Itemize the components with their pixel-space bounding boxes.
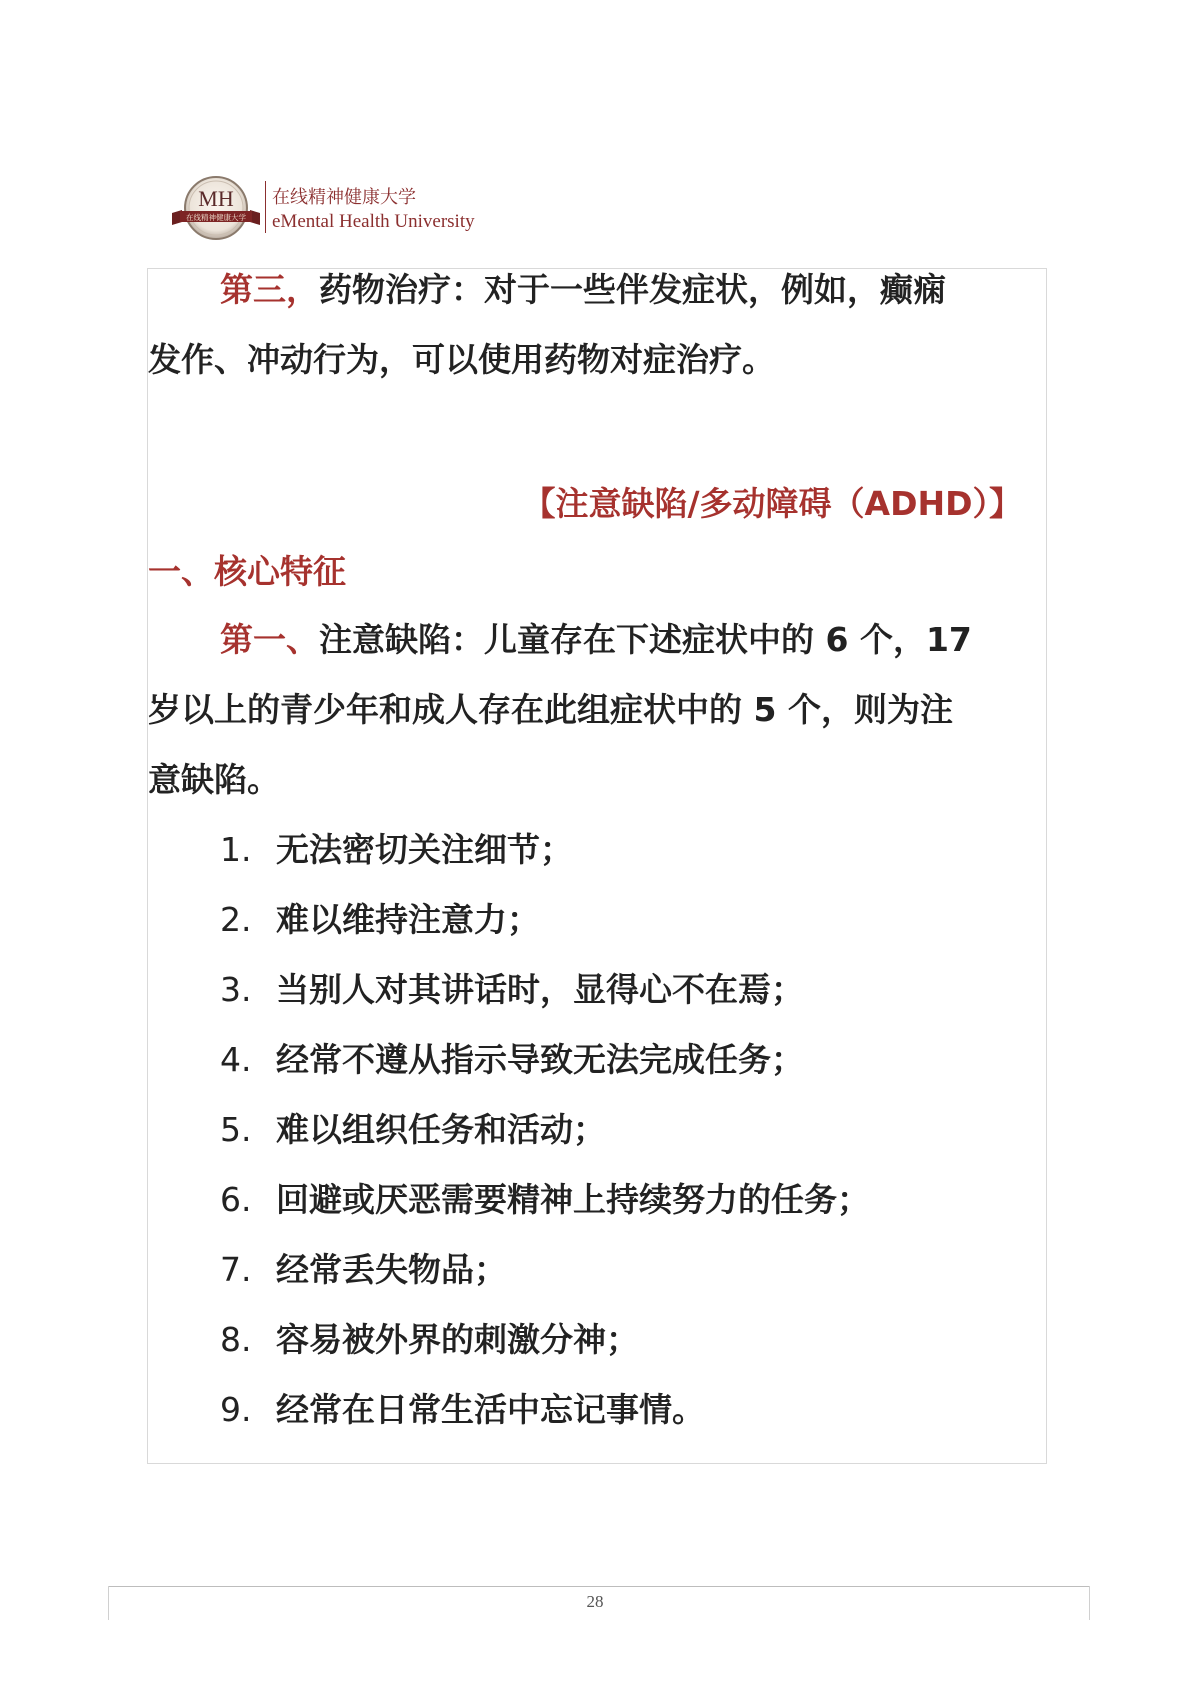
list-item-text: 经常不遵从指示导致无法完成任务； — [276, 1040, 804, 1079]
logo-banner-text: 在线精神健康大学 — [186, 213, 246, 222]
list-item-number: 6. — [220, 1180, 252, 1219]
list-item-text: 经常丢失物品； — [276, 1250, 507, 1289]
logo-text: MH — [198, 186, 234, 211]
core-features-heading: 一、核心特征 — [148, 552, 346, 591]
section-three-line-1 — [220, 268, 946, 312]
section-three-label: 第三， — [220, 270, 319, 309]
section-one-text-1: 注意缺陷：儿童存在下述症状中的 6 个，17 — [319, 620, 972, 659]
list-item-number: 4. — [220, 1040, 252, 1079]
list-item-text: 容易被外界的刺激分神； — [276, 1320, 639, 1359]
list-item-text: 经常在日常生活中忘记事情。 — [276, 1390, 705, 1429]
list-item — [220, 1388, 705, 1432]
section-three-text-1: 药物治疗：对于一些伴发症状，例如，癫痫 — [319, 270, 946, 309]
section-one-label: 第一、 — [220, 620, 319, 659]
list-item — [220, 1178, 870, 1222]
footer-rule — [108, 1586, 1090, 1587]
list-item-number: 1. — [220, 830, 252, 869]
list-item-number: 8. — [220, 1320, 252, 1359]
list-item-number: 7. — [220, 1250, 252, 1289]
university-name-cn: 在线精神健康大学 — [272, 187, 416, 208]
list-item-number: 2. — [220, 900, 252, 939]
university-logo — [170, 175, 262, 243]
list-item-text: 当别人对其讲话时，显得心不在焉； — [276, 970, 804, 1009]
list-item — [220, 1318, 639, 1362]
list-item — [220, 828, 573, 872]
section-one-line-2: 岁以上的青少年和成人存在此组症状中的 5 个，则为注 — [148, 690, 953, 729]
list-item — [220, 968, 804, 1012]
section-three-line-2: 发作、冲动行为，可以使用药物对症治疗。 — [148, 340, 775, 379]
section-one-line-3: 意缺陷。 — [148, 760, 280, 799]
list-item — [220, 1108, 606, 1152]
page-header — [170, 175, 500, 245]
list-item-text: 无法密切关注细节； — [276, 830, 573, 869]
page-number: 28 — [586, 1592, 604, 1611]
list-item-number: 3. — [220, 970, 252, 1009]
header-divider — [265, 181, 266, 233]
list-item-text: 回避或厌恶需要精神上持续努力的任务； — [276, 1180, 870, 1219]
section-one-line-1 — [220, 618, 972, 662]
university-name-en: eMental Health University — [272, 211, 475, 232]
list-item-number: 9. — [220, 1390, 252, 1429]
list-item-text: 难以组织任务和活动； — [276, 1110, 606, 1149]
list-item-text: 难以维持注意力； — [276, 900, 540, 939]
list-item — [220, 898, 540, 942]
list-item — [220, 1038, 804, 1082]
list-item-number: 5. — [220, 1110, 252, 1149]
adhd-heading: 【注意缺陷/多动障碍（ADHD）】 — [522, 484, 1022, 523]
list-item — [220, 1248, 507, 1292]
